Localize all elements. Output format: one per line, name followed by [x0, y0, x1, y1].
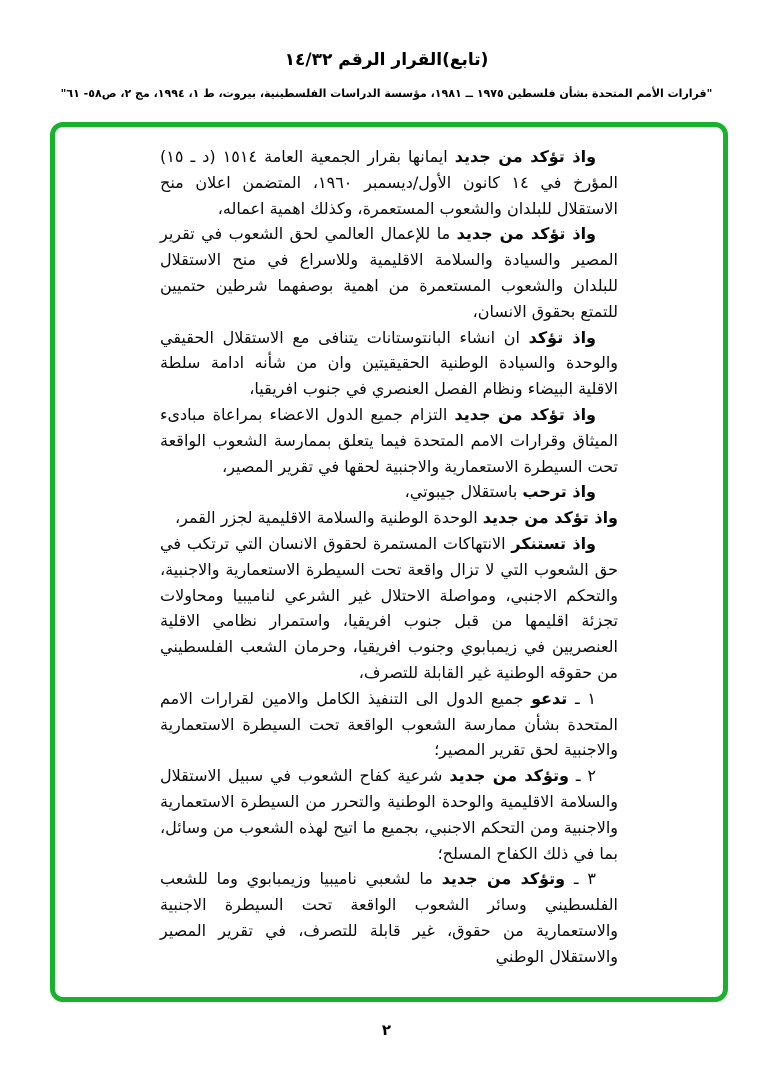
- resolution-paragraph: واذ ترحب باستقلال جيبوتي،: [404, 482, 596, 502]
- page-number: ٢: [381, 1021, 392, 1039]
- resolution-paragraph: ٢ ـ وتؤكد من جديد شرعية كفاح الشعوب في سبيل الاستقلال والسلامة الاقليمية والوحدة الوطنية والتحرر من السيطرة الاستعمارية والاجنبية ومن التحكم الاجنبي، بجميع ما اتيح لهذه الشعوب من وسائل، بما في ذلك الكفاح المسلح؛: [160, 766, 618, 863]
- document-title: (تابع)القرار الرقم ١٤/٣٢: [284, 50, 489, 70]
- clause-lead: واذ تؤكد من جديد: [454, 147, 597, 166]
- clause-lead: واذ تؤكد: [528, 327, 597, 347]
- clause-lead: واذ تستنكر: [511, 533, 596, 553]
- clause-lead: وتؤكد من جديد: [449, 766, 569, 786]
- clause-lead: واذ تؤكد من جديد: [456, 224, 597, 244]
- resolution-paragraph: ١ ـ تدعو جميع الدول الى التنفيذ الكامل والامين لقرارات الامم المتحدة بشأن ممارسة الشعوب الواقعة تحت السيطرة الاستعمارية والاجنبية لحق تقرير المصير؛: [160, 688, 618, 760]
- resolution-paragraph: واذ تؤكد من جديد التزام جميع الدول الاعضاء بمراعاة مبادىء الميثاق وقرارات الامم المتحدة فيما يتعلق بممارسة الشعوب الواقعة تحت السيطرة الاستعمارية والاجنبية لحقها في تقرير المصير،: [160, 404, 618, 476]
- clause-number: ١ ـ: [567, 688, 597, 708]
- resolution-paragraph: واذ تؤكد من جديد ايمانها بقرار الجمعية العامة ١٥١٤ (د ـ ١٥) المؤرخ في ١٤ كانون الأول/ديسمبر ١٩٦٠، المتضمن اعلان منح الاستقلال للبلدان والشعوب المستعمرة، وكذلك اهمية اعماله،: [160, 147, 619, 218]
- resolution-paragraph: واذ تؤكد ان انشاء البانتوستانات يتنافى مع الاستقلال الحقيقي والوحدة والسيادة الوطنية الحقيقيتين وان من شأنه ادامة سلطة الاقلية البيضاء ونظام الفصل العنصري في جنوب افريقيا،: [160, 327, 618, 399]
- clause-number: ٣ ـ: [565, 869, 597, 889]
- resolution-text-block: [160, 144, 618, 970]
- clause-lead: واذ تؤكد من جديد: [482, 508, 618, 528]
- clause-number: ٢ ـ: [568, 766, 596, 786]
- clause-lead: وتؤكد من جديد: [441, 869, 566, 889]
- clause-lead: واذ تؤكد من جديد: [454, 404, 597, 424]
- clause-lead: واذ ترحب: [522, 482, 596, 502]
- source-citation: "قرارات الأمم المتحدة بشأن فلسطين ١٩٧٥ ــ ١٩٨١، مؤسسة الدراسات الفلسطينية، بيروت، ط ١، ١٩٩٤، مج ٢، ص٥٨- ٦١": [60, 87, 713, 100]
- resolution-paragraph: واذ تستنكر الانتهاكات المستمرة لحقوق الانسان التي ترتكب في حق الشعوب التي لا تزال واقعة تحت السيطرة الاستعمارية والاجنبية، والتحكم الاجنبي، ومواصلة الاحتلال غير الشرعي لناميبيا ومحاولات تجزئة اقليمها من قبل جنوب افريقيا، واستمرار نظامي الاقلية العنصريين في زيمبابوي وجنوب افريقيا، وحرمان الشعب الفلسطيني من حقوقه الوطنية غير القابلة للتصرف،: [160, 533, 618, 682]
- resolution-paragraph: واذ تؤكد من جديد ما للإعمال العالمي لحق الشعوب في تقرير المصير والسيادة والسلامة الاقليمية وللاسراع في منح الاستقلال للبلدان والشعوب المستعمرة من اهمية بوصفهما شرطين حتميين للتمتع بحقوق الانسان،: [160, 224, 618, 321]
- resolution-paragraph: واذ تؤكد من جديد الوحدة الوطنية والسلامة الاقليمية لجزر القمر،: [174, 508, 618, 528]
- clause-lead: تدعو: [531, 688, 568, 708]
- highlight-border-box: [50, 122, 728, 1002]
- resolution-paragraph: ٣ ـ وتؤكد من جديد ما لشعبي ناميبيا وزيمبابوي وما للشعب الفلسطيني وسائر الشعوب الواقعة تحت السيطرة الاجنبية والاستعمارية من حقوق، غير قابلة للتصرف، في تقرير المصير والاستقلال الوطني: [160, 869, 618, 966]
